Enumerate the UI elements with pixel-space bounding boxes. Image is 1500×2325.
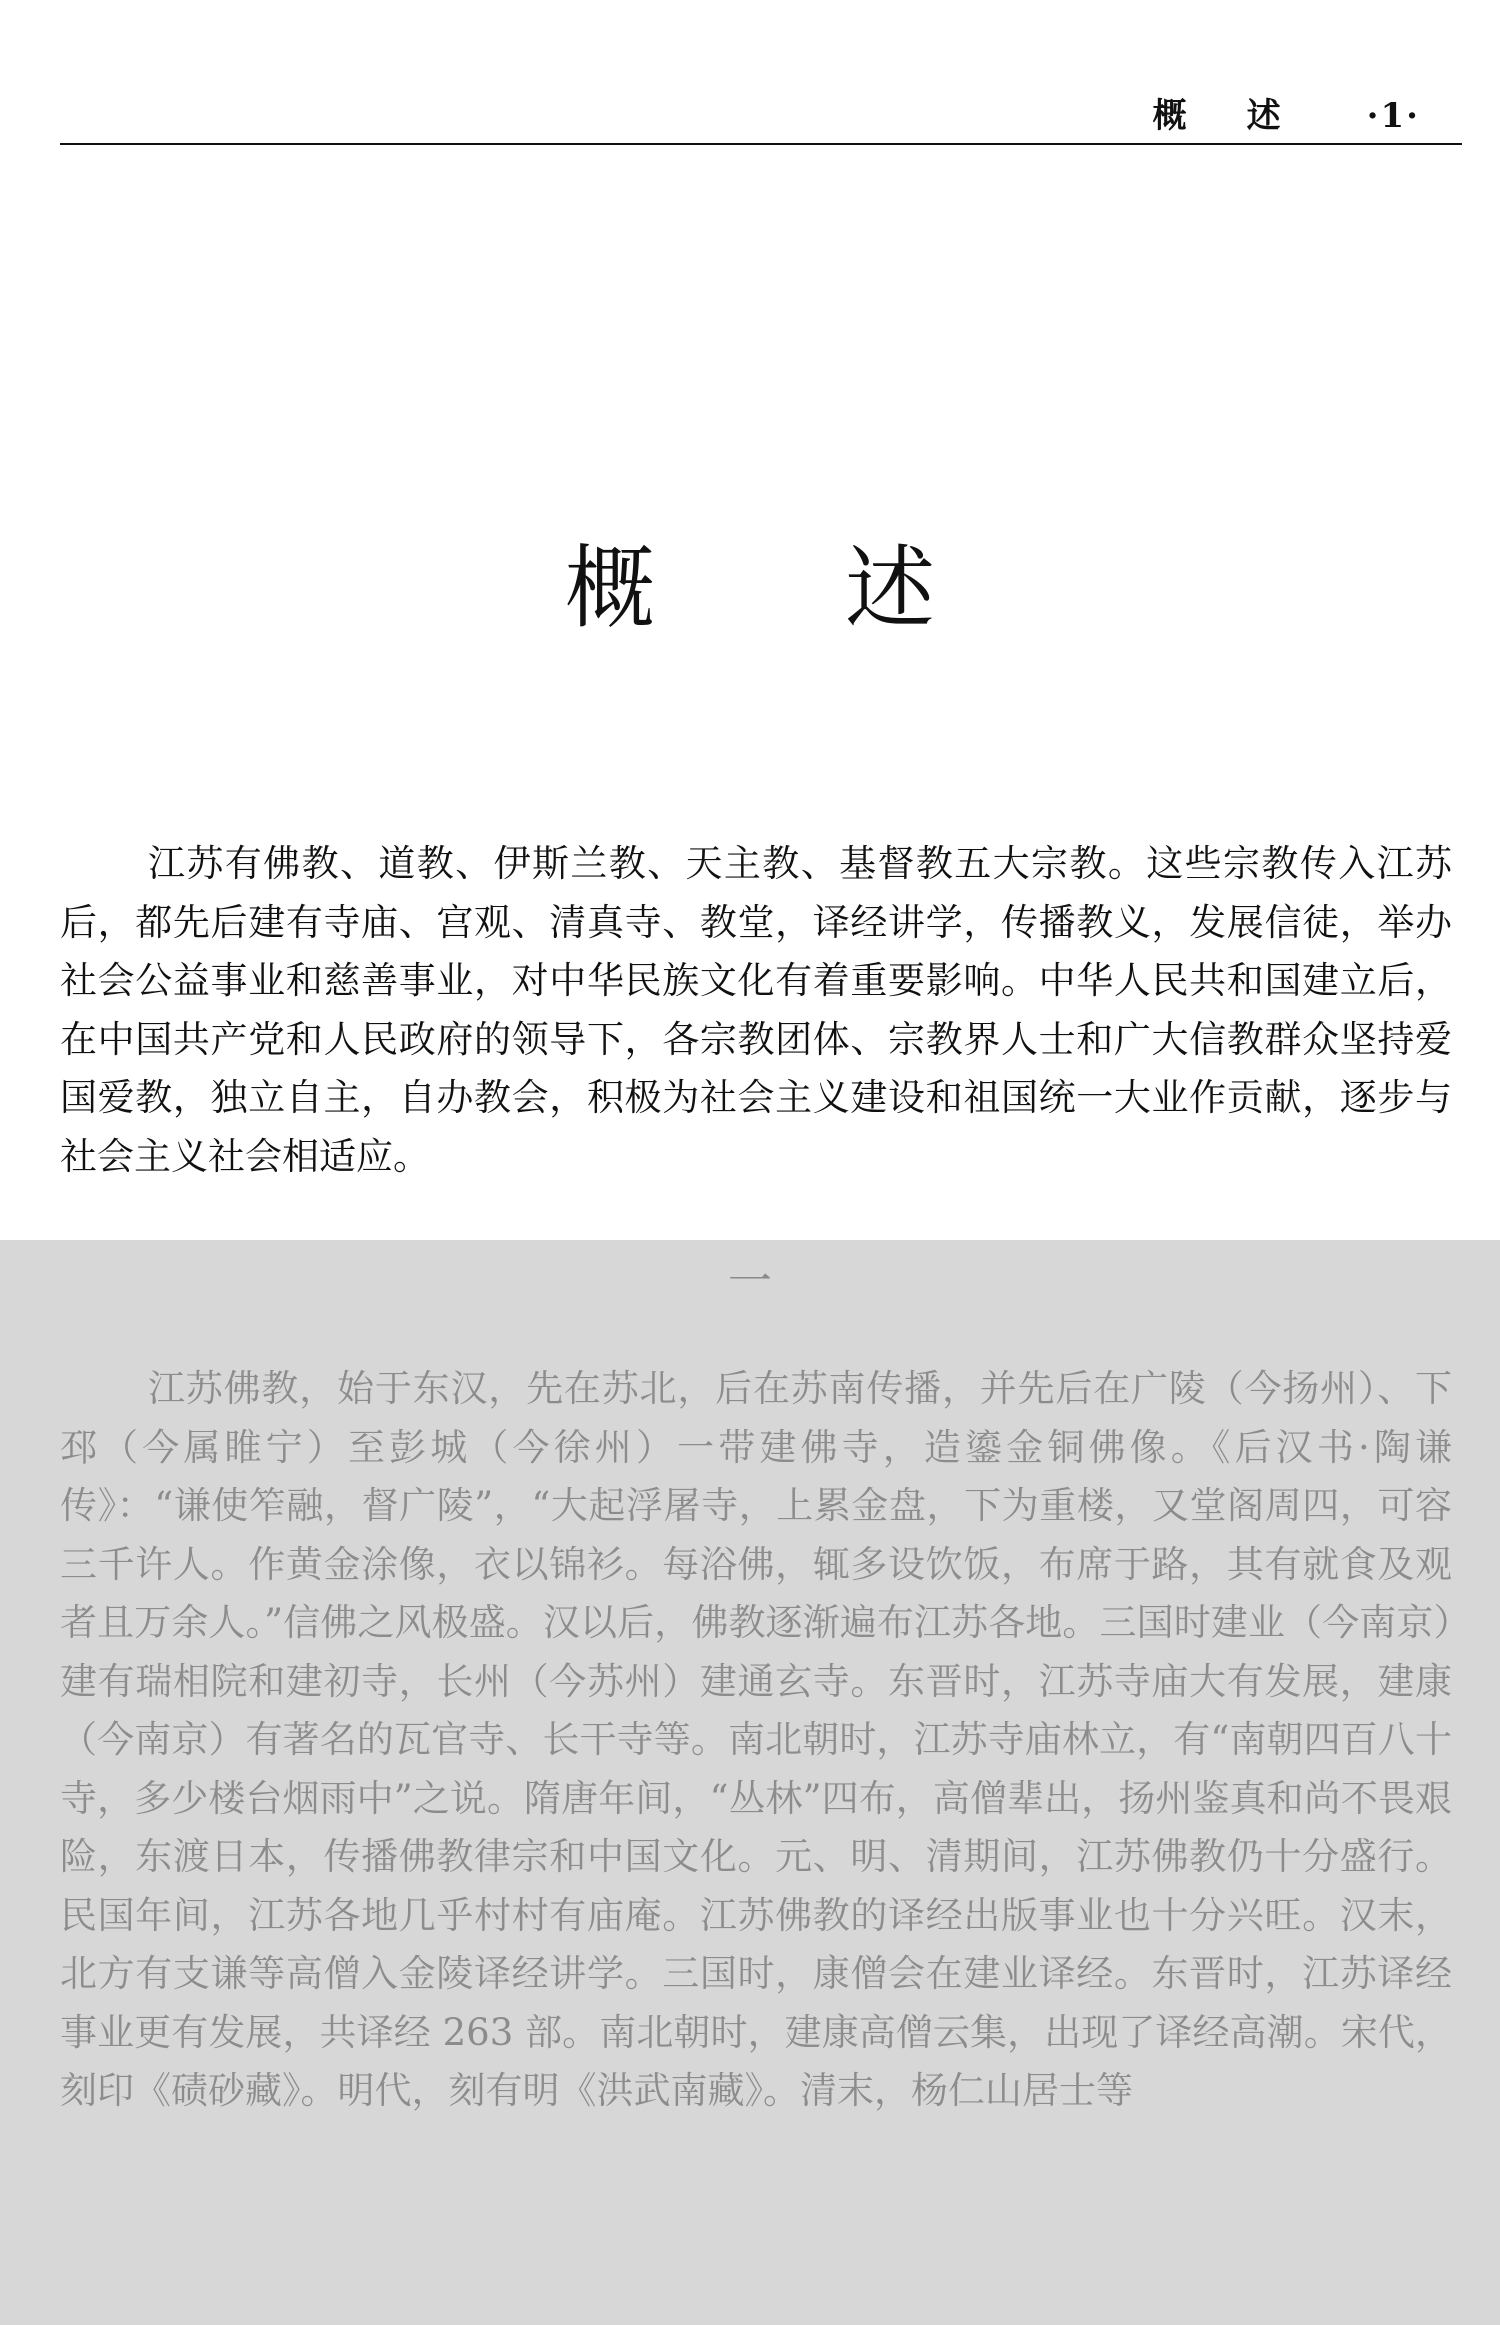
running-title: 概述 <box>1152 96 1341 136</box>
page-number: ·1· <box>1366 96 1420 136</box>
section-one-paragraph: 江苏佛教，始于东汉，先在苏北，后在苏南传播，并先后在广陵（今扬州）、下邳（今属睢宁）至彭城（今徐州）一带建佛寺，造鎏金铜佛像。《后汉书·陶谦传》：“谦使笮融，督广陵”，“大起浮屠寺，上累金盘，下为重楼，又堂阁周四，可容三千许人。作黄金涂像，衣以锦衫。每浴佛，辄多设饮饭，布席于路，其有就食及观者且万余人。”信佛之风极盛。汉以后，佛教逐渐遍布江苏各地。三国时建业（今南京）建有瑞相院和建初寺，长州（今苏州）建通玄寺。东晋时，江苏寺庙大有发展，建康（今南京）有著名的瓦官寺、长干寺等。南北朝时，江苏寺庙林立，有“南朝四百八十寺，多少楼台烟雨中”之说。隋唐年间，“丛林”四布，高僧辈出，扬州鉴真和尚不畏艰险，东渡日本，传播佛教律宗和中国文化。元、明、清期间，江苏佛教仍十分盛行。民国年间，江苏各地几乎村村有庙庵。江苏佛教的译经出版事业也十分兴旺。汉末，北方有支谦等高僧入金陵译经讲学。三国时，康僧会在建业译经。东晋时，江苏译经事业更有发展，共译经 263 部。南北朝时，建康高僧云集，出现了译经高潮。宋代，刻印《碛砂藏》。明代，刻有明《洪武南藏》。清末，杨仁山居士等 <box>60 1367 1452 2112</box>
intro-paragraph: 江苏有佛教、道教、伊斯兰教、天主教、基督教五大宗教。这些宗教传入江苏后，都先后建有寺庙、宫观、清真寺、教堂，译经讲学，传播教义，发展信徒，举办社会公益事业和慈善事业，对中华民族文化有着重要影响。中华人民共和国建立后，在中国共产党和人民政府的领导下，各宗教团体、宗教界人士和广大信教群众坚持爱国爱教，独立自主，自办教会，积极为社会主义建设和祖国统一大业作贡献，逐步与社会主义社会相适应。 <box>60 842 1452 1178</box>
section-marker: 一 <box>728 1256 772 1307</box>
running-head <box>1153 88 1420 137</box>
chapter-title: 概述 <box>565 536 1125 642</box>
header-rule <box>60 143 1462 145</box>
